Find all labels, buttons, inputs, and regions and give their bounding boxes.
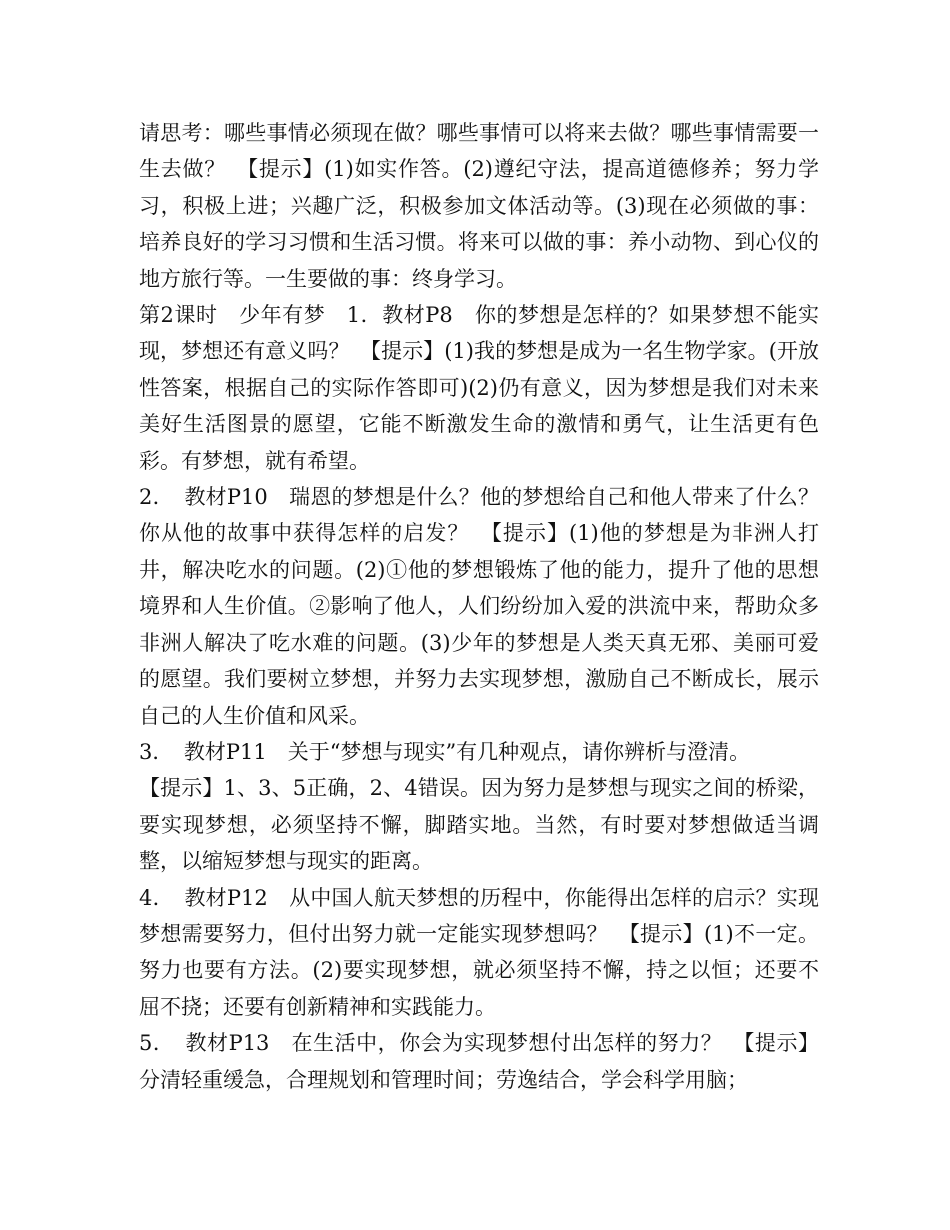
document-body [139,115,819,1098]
paragraph-intro-question: 请思考：哪些事情必须现在做？哪些事情可以将来去做？哪些事情需要一生去做？ 【提示】(1)如实作答。(2)遵纪守法，提高道德修养；努力学习，积极上进；兴趣广泛，积极参加文体活动等。(3)现在必须做的事：培养良好的学习习惯和生活习惯。将来可以做的事：养小动物、到心仪的地方旅行等。一生要做的事：终身学习。 [139,121,819,291]
paragraph-item-4: 4． 教材P12 从中国人航天梦想的历程中，你能得出怎样的启示？实现梦想需要努力，但付出努力就一定能实现梦想吗？ 【提示】(1)不一定。努力也要有方法。(2)要实现梦想，就必须坚持不懈，持之以恒；还要不屈不挠；还要有创新精神和实践能力。 [139,885,819,1019]
paragraph-item-3: 3． 教材P11 关于“梦想与现实”有几种观点，请你辨析与澄清。 [139,739,751,764]
paragraph-lesson-2: 第2课时 少年有梦 1．教材P8 你的梦想是怎样的？如果梦想不能实现，梦想还有意义吗？ 【提示】(1)我的梦想是成为一名生物学家。(开放性答案，根据自己的实际作答即可)(2)仍有意义，因为梦想是我们对未来美好生活图景的愿望，它能不断激发生命的激情和勇气，让生活更有色彩。有梦想，就有希望。 [139,303,819,473]
paragraph-item-2: 2． 教材P10 瑞恩的梦想是什么？他的梦想给自己和他人带来了什么？你从他的故事中获得怎样的启发？ 【提示】(1)他的梦想是为非洲人打井，解决吃水的问题。(2)①他的梦想锻炼了他的能力，提升了他的思想境界和人生价值。②影响了他人，人们纷纷加入爱的洪流中来，帮助众多非洲人解决了吃水难的问题。(3)少年的梦想是人类天真无邪、美丽可爱的愿望。我们要树立梦想，并努力去实现梦想，激励自己不断成长，展示自己的人生价值和风采。 [139,485,819,728]
paragraph-item-5: 5． 教材P13 在生活中，你会为实现梦想付出怎样的努力？ 【提示】分清轻重缓急，合理规划和管理时间；劳逸结合，学会科学用脑； [139,1031,819,1092]
paragraph-item-3-hint: 【提示】1、3、5正确，2、4错误。因为努力是梦想与现实之间的桥梁，要实现梦想，必须坚持不懈，脚踏实地。当然，有时要对梦想做适当调整，以缩短梦想与现实的距离。 [139,776,819,874]
